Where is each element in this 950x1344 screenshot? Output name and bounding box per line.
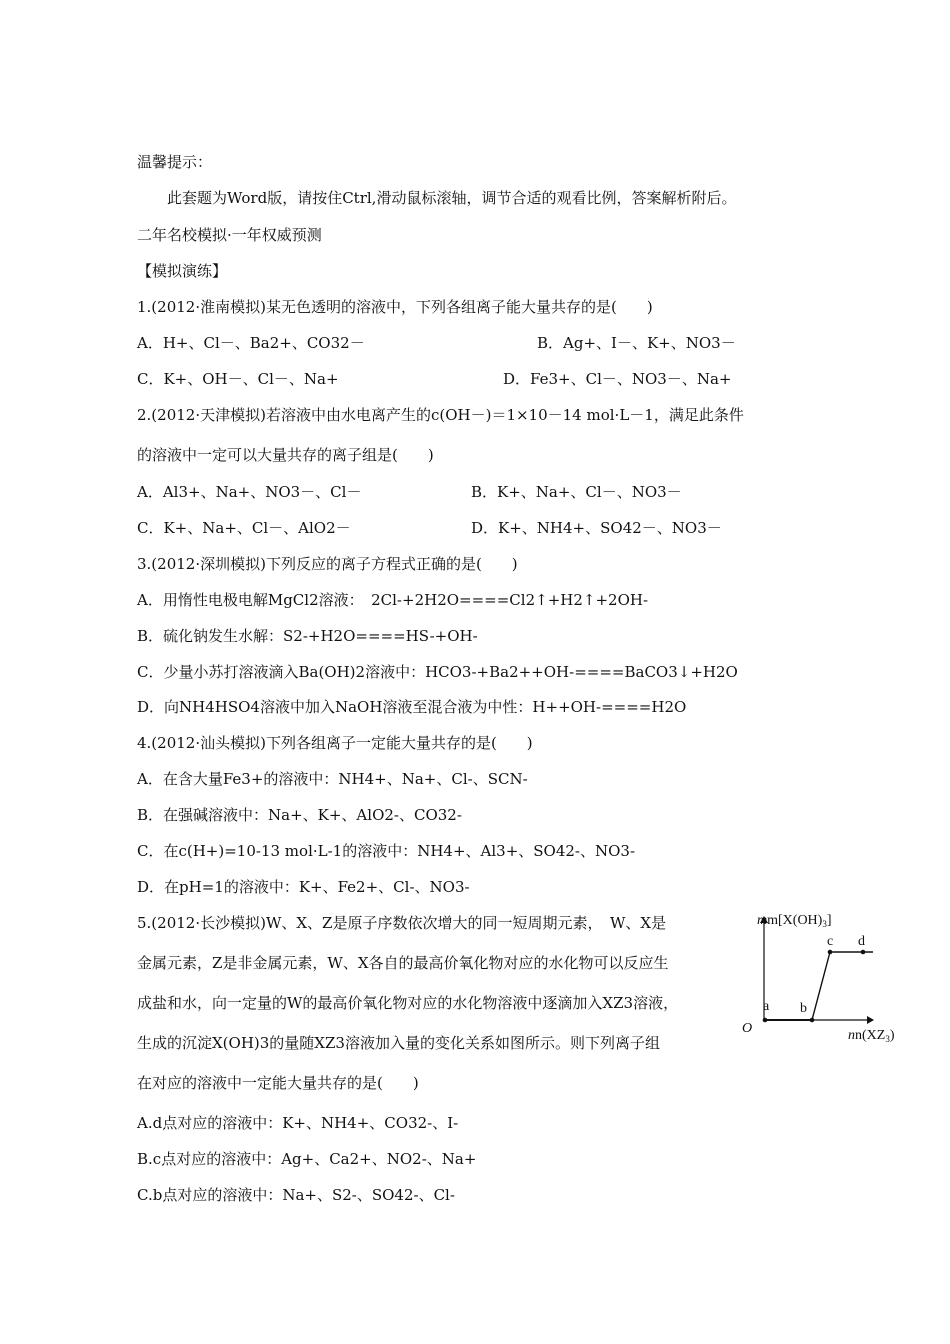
question-1-option-a: A．H+、Cl－、Ba2+、CO32－ bbox=[137, 334, 365, 352]
x-axis-label: $nn(XZ_3)$ bbox=[848, 1028, 895, 1044]
y-axis-label: $mm[X(OH)_3]$ bbox=[757, 913, 832, 929]
question-3-stem: 3.(2012·深圳模拟)下列反应的离子方程式正确的是( ) bbox=[137, 555, 518, 573]
question-2-option-b: B．K+、Na+、Cl－、NO3－ bbox=[471, 483, 682, 501]
question-5-stem-line-1: 5.(2012·长沙模拟)W、X、Z是原子序数依次增大的同一短周期元素， W、X是 bbox=[137, 914, 667, 932]
question-5-stem-line-3: 成盐和水，向一定量的W的最高价氧化物对应的水化物溶液中逐滴加入XZ3溶液， bbox=[137, 994, 679, 1012]
question-1-option-b: B．Ag+、I－、K+、NO3－ bbox=[537, 334, 736, 352]
question-3-option-d: D．向NH4HSO4溶液中加入NaOH溶液至混合液为中性：H++OH-====H2O bbox=[137, 698, 687, 716]
question-1-option-d: D．Fe3+、Cl－、NO3－、Na+ bbox=[503, 370, 732, 388]
subsection-title: 【模拟演练】 bbox=[137, 262, 228, 280]
question-5-stem-line-4: 生成的沉淀X(OH)3的量随XZ3溶液加入量的变化关系如图所示。则下列离子组 bbox=[137, 1034, 660, 1052]
question-3-option-a: A．用惰性电极电解MgCl2溶液： 2Cl-+2H2O====Cl2↑+H2↑+2OH- bbox=[137, 591, 649, 609]
question-2-stem-line-2: 的溶液中一定可以大量共存的离子组是( ) bbox=[137, 446, 434, 464]
point-b-label: b bbox=[800, 1001, 807, 1016]
point-a-label: a bbox=[763, 999, 770, 1014]
point-a-marker bbox=[763, 1018, 768, 1023]
question-4-option-c: C．在c(H+)=10-13 mol·L-1的溶液中：NH4+、Al3+、SO42-、NO3- bbox=[137, 842, 636, 860]
question-1-stem: 1.(2012·淮南模拟)某无色透明的溶液中，下列各组离子能大量共存的是( ) bbox=[137, 298, 653, 316]
question-2-option-c: C．K+、Na+、Cl－、AlO2－ bbox=[137, 519, 351, 537]
origin-label: O bbox=[742, 1021, 753, 1036]
point-b-marker bbox=[810, 1018, 815, 1023]
tip-body: 此套题为Word版，请按住Ctrl,滑动鼠标滚轴，调节合适的观看比例，答案解析附后。 bbox=[167, 189, 737, 207]
question-5-stem-line-5: 在对应的溶液中一定能大量共存的是( ) bbox=[137, 1074, 419, 1092]
point-c-marker bbox=[828, 950, 833, 955]
point-c-label: c bbox=[827, 934, 834, 949]
question-5-option-c: C.b点对应的溶液中：Na+、S2-、SO42-、Cl- bbox=[137, 1186, 455, 1204]
question-3-option-c: C．少量小苏打溶液滴入Ba(OH)2溶液中：HCO3-+Ba2++OH-====BaCO3↓+H2O bbox=[137, 663, 738, 681]
question-4-option-a: A．在含大量Fe3+的溶液中：NH4+、Na+、Cl-、SCN- bbox=[137, 770, 528, 788]
question-2-option-a: A．Al3+、Na+、NO3－、Cl－ bbox=[137, 483, 362, 501]
question-4-stem: 4.(2012·汕头模拟)下列各组离子一定能大量共存的是( ) bbox=[137, 734, 533, 752]
question-5-option-b: B.c点对应的溶液中：Ag+、Ca2+、NO2-、Na+ bbox=[137, 1150, 477, 1168]
question-2-stem-line-1: 2.(2012·天津模拟)若溶液中由水电离产生的c(OH－)＝1×10－14 mol·L－1，满足此条件 bbox=[137, 406, 744, 424]
question-5-option-a: A.d点对应的溶液中：K+、NH4+、CO32-、I- bbox=[137, 1114, 459, 1132]
tip-title: 温馨提示： bbox=[137, 153, 213, 171]
question-1-option-c: C．K+、OH－、Cl－、Na+ bbox=[137, 370, 339, 388]
question-4-option-d: D．在pH=1的溶液中：K+、Fe2+、Cl-、NO3- bbox=[137, 878, 470, 896]
point-d-label: d bbox=[858, 934, 865, 949]
section-title: 二年名校模拟·一年权威预测 bbox=[137, 226, 322, 244]
point-d-marker bbox=[861, 950, 866, 955]
question-3-option-b: B．硫化钠发生水解：S2-+H2O====HS-+OH- bbox=[137, 627, 478, 645]
question-5-stem-line-2: 金属元素，Z是非金属元素，W、X各自的最高价氧化物对应的水化物可以反应生 bbox=[137, 954, 669, 972]
question-2-option-d: D．K+、NH4+、SO42－、NO3－ bbox=[471, 519, 722, 537]
question-4-option-b: B．在强碱溶液中：Na+、K+、AlO2-、CO32- bbox=[137, 806, 462, 824]
precipitate-graph bbox=[730, 905, 900, 1045]
curve-rising-segment bbox=[812, 952, 830, 1020]
